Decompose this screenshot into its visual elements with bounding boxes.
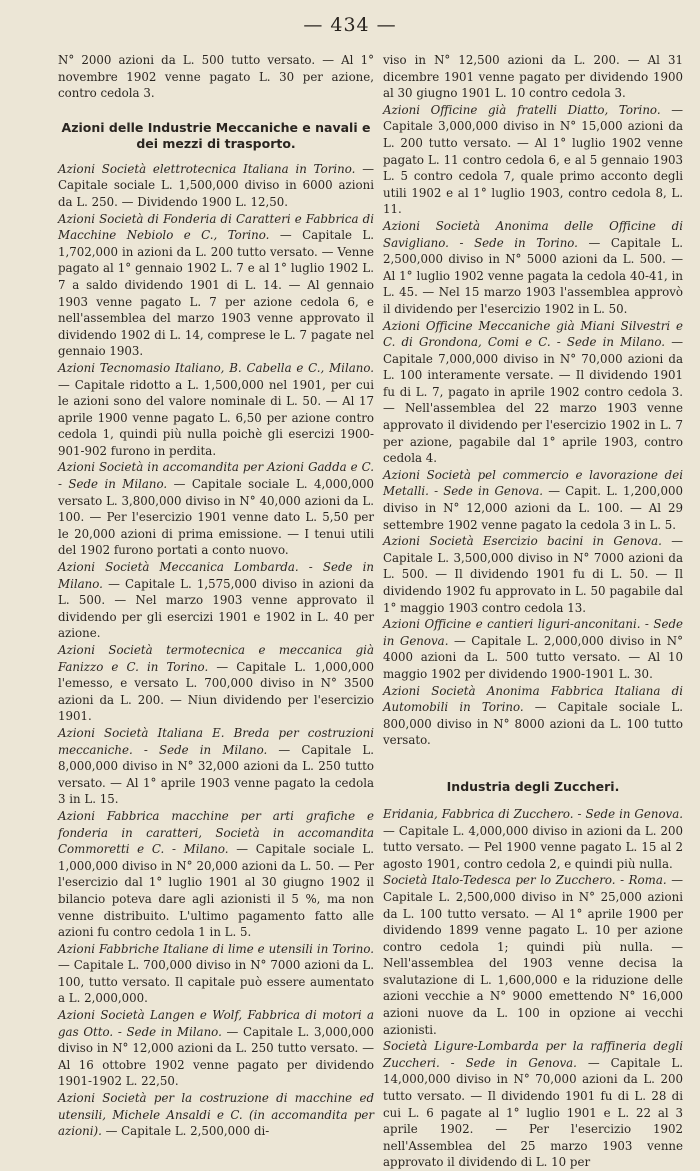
company-name: Azioni Società Meccanica Lombarda. - Sede in Milano.	[58, 560, 374, 591]
listing-entry	[383, 616, 683, 682]
company-name: Eridania, Fabbrica di Zucchero. - Sede in Genova.	[383, 806, 683, 821]
company-details: — Capitale L. 8,000,000 diviso in N° 32,000 azioni da L. 250 tutto versato. — Al 1° aprile 1903 venne pagato la cedola 3 in L. 15.	[58, 742, 374, 807]
company-details: — Capitale L. 3,500,000 diviso in N° 7000 azioni da L. 500. — Il dividendo 1901 fu di L. 50. — Il dividendo 1902 fu approvato in L. 50 pagabile dal 1° maggio 1903 contro cedola 13.	[383, 534, 683, 615]
listing-entry	[58, 725, 374, 808]
listing-entry	[58, 211, 374, 360]
company-details: — Capitale L. 4,000,000 diviso in azioni da L. 200 tutto versato. — Pel 1900 venne pagato L. 15 al 2 agosto 1901, contro cedola 2, e quindi più nulla.	[383, 823, 683, 871]
left-entries	[58, 161, 374, 1140]
right-entries-mechanical	[383, 102, 683, 749]
company-details: — Capitale L. 2,000,000 diviso in N° 4000 azioni da L. 500 tutto versato. — Al 10 maggio 1902 per dividendo 1900-1901 L. 30.	[383, 633, 683, 681]
left-column	[58, 52, 374, 1140]
company-name: Azioni Società pel commercio e lavorazione dei Metalli. - Sede in Genova.	[383, 467, 683, 499]
company-details: — Capitale L. 1,575,000 diviso in azioni da L. 500. — Nel marzo 1903 venne approvato il dividendo per gli esercizi 1901 e 1902 in L. 40 per azione.	[58, 576, 374, 641]
company-details: — Capitale L. 700,000 diviso in N° 7000 azioni da L. 100, tutto versato. Il capitale può essere aumentato a L. 2,000,000.	[58, 958, 374, 1006]
company-details: — Capitale L. 2,500,000 di-	[101, 1124, 270, 1139]
company-name: Azioni Società Italiana E. Breda per costruzioni meccaniche. - Sede in Milano.	[58, 725, 374, 757]
company-name: Società Ligure-Lombarda per la raffineria degli Zuccheri. - Sede in Genova.	[383, 1039, 683, 1070]
listing-entry	[58, 459, 374, 559]
company-details: — Capitale ridotto a L. 1,500,000 nel 1901, per cui le azioni sono del valore nominale di L. 50. — Al 17 aprile 1900 venne pagato L. 6,50 per azione contro cedola 1, quindi più nulla poichè gli esercizi 1900-901-902 furono in perdita.	[58, 377, 374, 458]
company-name: Azioni Società termotecnica e meccanica già Fanizzo e C. in Torino.	[58, 643, 374, 674]
company-name: Azioni Società Langen e Wolf, Fabbrica di motori a gas Otto. - Sede in Milano.	[58, 1008, 374, 1039]
company-details: — Capitale sociale L. 4,000,000 versato L. 3,800,000 diviso in N° 40,000 azioni da L. 100. — Per l'esercizio 1901 venne dato L. 5,50 per le 20,000 azioni di prima emissione. — I tenui utili del 1902 furono portati a conto nuovo.	[58, 477, 375, 558]
company-details: — Capit. L. 1,200,000 diviso in N° 12,000 azioni da L. 100. — Al 29 settembre 1902 venne pagato la cedola 3 in L. 5.	[383, 484, 683, 532]
listing-entry	[58, 1007, 374, 1090]
company-name: Azioni Società Esercizio bacini in Genova.	[383, 534, 662, 549]
company-name: Azioni Fabbrica macchine per arti grafiche e fonderia in caratteri, Società in accomandita Commoretti e C. - Milano.	[58, 808, 374, 857]
company-details: — Capitale L. 14,000,000 diviso in N° 70,000 azioni da L. 200 tutto versato. — Il dividendo 1901 fu di L. 28 di cui L. 6 pagate al 1° luglio 1901 e L. 22 al 3 aprile 1902. — Per l'esercizio 1902 nell'Assemblea del 25 marzo 1903 venne approvato il dividendo di L. 10 per	[383, 1055, 683, 1170]
section-title-sugar: Industria degli Zuccheri.	[446, 778, 620, 794]
company-name: Società Italo-Tedesca per lo Zucchero. - Roma.	[383, 873, 667, 888]
company-name: Azioni Società Anonima delle Officine di Savigliano. - Sede in Torino.	[383, 218, 683, 250]
section-title-mechanical: Azioni delle Industrie Meccaniche e navali e dei mezzi di trasporto.	[61, 119, 371, 151]
company-name: Azioni Società elettrotecnica Italiana in Torino.	[58, 161, 356, 176]
listing-entry	[383, 683, 683, 749]
listing-entry	[58, 941, 374, 1007]
company-details: — Capitale L. 3,000,000 diviso in N° 12,000 azioni da L. 250 tutto versato. — Al 16 ottobre 1902 venne pagato per dividendo 1901-1902 L. 22,50.	[58, 1024, 374, 1089]
company-details: — Capitale L. 1,000,000 l'emesso, e versato L. 700,000 diviso in N° 3500 azioni da L. 200. — Niun dividendo per l'esercizio 1901.	[58, 659, 374, 724]
company-details: — Capitale 3,000,000 diviso in N° 15,000 azioni da L. 200 tutto versato. — Al 1° luglio 1902 venne pagato L. 11 contro cedola 6, e al 5 gennaio 1903 L. 5 contro cedola 7, quale primo acconto degli utili 1902 e al 1° luglio 1903, contro cedola 8, L. 11.	[383, 102, 683, 217]
listing-entry	[383, 872, 683, 1038]
company-name: Azioni Tecnomasio Italiano, B. Cabella e C., Milano.	[58, 360, 374, 375]
company-name: Azioni Fabbriche Italiane di lime e utensili in Torino.	[58, 941, 374, 956]
company-details: — Capitale L. 1,702,000 in azioni da L. 200 tutto versato. — Venne pagato al 1° gennaio 1902 L. 7 e al 1° luglio 1902 L. 7 a saldo dividendo 1901 di L. 14. — Al gennaio 1903 venne pagato L. 7 per azione cedola 6, e nell'assemblea del marzo 1903 venne approvato il dividendo 1902 di L. 14, comprese le L. 7 pagate nel gennaio 1903.	[58, 228, 374, 359]
company-name: Azioni Società per la costruzione di macchine ed utensili, Michele Ansaldi e C. (in accomandita per azioni).	[58, 1091, 374, 1139]
company-details: — Capitale L. 2,500,000 diviso in N° 25,000 azioni da L. 100 tutto versato. — Al 1° aprile 1900 per dividendo 1899 venne pagato L. 10 per azione contro cedola 1; quindi più nulla. — Nell'assemblea del 1903 venne decisa la svalutazione di L. 1,600,000 e la riduzione delle azioni vecchie a N° 9000 emettendo N° 16,000 azioni nuove da L. 100 in opzione ai vecchi azionisti.	[383, 873, 684, 1037]
company-name: Azioni Officine e cantieri liguri-anconitani. - Sede in Genova.	[383, 617, 683, 648]
company-details: — Capitale sociale L. 1,000,000 diviso in N° 20,000 azioni da L. 50. — Per l'esercizio dal 1° luglio 1901 al 30 giugno 1902 il bilancio poteva dare agli azionisti il 5 %, ma non venne distribuito. L'ultimo pagamento fatto alle azioni fu contro cedola 1 in L. 5.	[58, 842, 374, 940]
company-details: — Capitale 7,000,000 diviso in N° 70,000 azioni da L. 100 interamente versate. — Il dividendo 1901 fu di L. 7, pagato in aprile 1902 contro cedola 3. — Nell'assemblea del 22 marzo 1903 venne approvato il dividendo per l'esercizio 1902 in L. 7 per azione, pagabile dal 1° aprile 1903, contro cedola 4.	[383, 335, 684, 466]
listing-entry	[383, 533, 683, 616]
company-details: — Capitale sociale L. 1,500,000 diviso in 6000 azioni da L. 250. — Dividendo 1900 L. 12,50.	[58, 161, 374, 209]
listing-entry	[383, 806, 683, 872]
right-column	[383, 52, 683, 1171]
company-name: Azioni Officine già fratelli Diatto, Torino.	[383, 102, 661, 117]
right-entries-sugar	[383, 806, 683, 1171]
left-intro-text: N° 2000 azioni da L. 500 tutto versato. — Al 1° novembre 1902 venne pagato L. 30 per azione, contro cedola 3.	[58, 53, 374, 101]
company-name: Azioni Società di Fonderia di Caratteri e Fabbrica di Macchine Nebiolo e C., Torino.	[58, 211, 374, 243]
listing-entry	[383, 467, 683, 533]
company-name: Azioni Società Anonima Fabbrica Italiana di Automobili in Torino.	[383, 683, 683, 715]
listing-entry	[58, 808, 374, 941]
company-details: — Capitale L. 2,500,000 diviso in N° 5000 azioni da L. 500. — Al 1° luglio 1902 venne pagata la cedola 40-41, in L. 45. — Nel 15 marzo 1903 l'assemblea approvò il dividendo per l'esercizio 1902 in L. 50.	[383, 235, 683, 316]
company-name: Azioni Società in accomandita per Azioni Gadda e C. - Sede in Milano.	[58, 460, 374, 492]
listing-entry	[58, 642, 374, 725]
listing-entry	[58, 1090, 374, 1140]
right-intro-text: viso in N° 12,500 azioni da L. 200. — Al 31 dicembre 1901 venne pagato per dividendo 1900 al 30 giugno 1901 L. 10 contro cedola 3.	[383, 53, 683, 101]
listing-entry	[58, 559, 374, 642]
listing-entry	[58, 360, 374, 460]
page-number: — 434 —	[303, 14, 397, 36]
listing-entry	[383, 218, 683, 318]
listing-entry	[383, 1038, 683, 1171]
company-name: Azioni Officine Meccaniche già Miani Silvestri e C. di Grondona, Comi e C. - Sede in Milano.	[383, 318, 683, 350]
company-details: — Capitale sociale L. 800,000 diviso in N° 8000 azioni da L. 100 tutto versato.	[383, 700, 683, 748]
listing-entry	[383, 318, 683, 467]
listing-entry	[383, 102, 683, 218]
listing-entry	[58, 161, 374, 211]
